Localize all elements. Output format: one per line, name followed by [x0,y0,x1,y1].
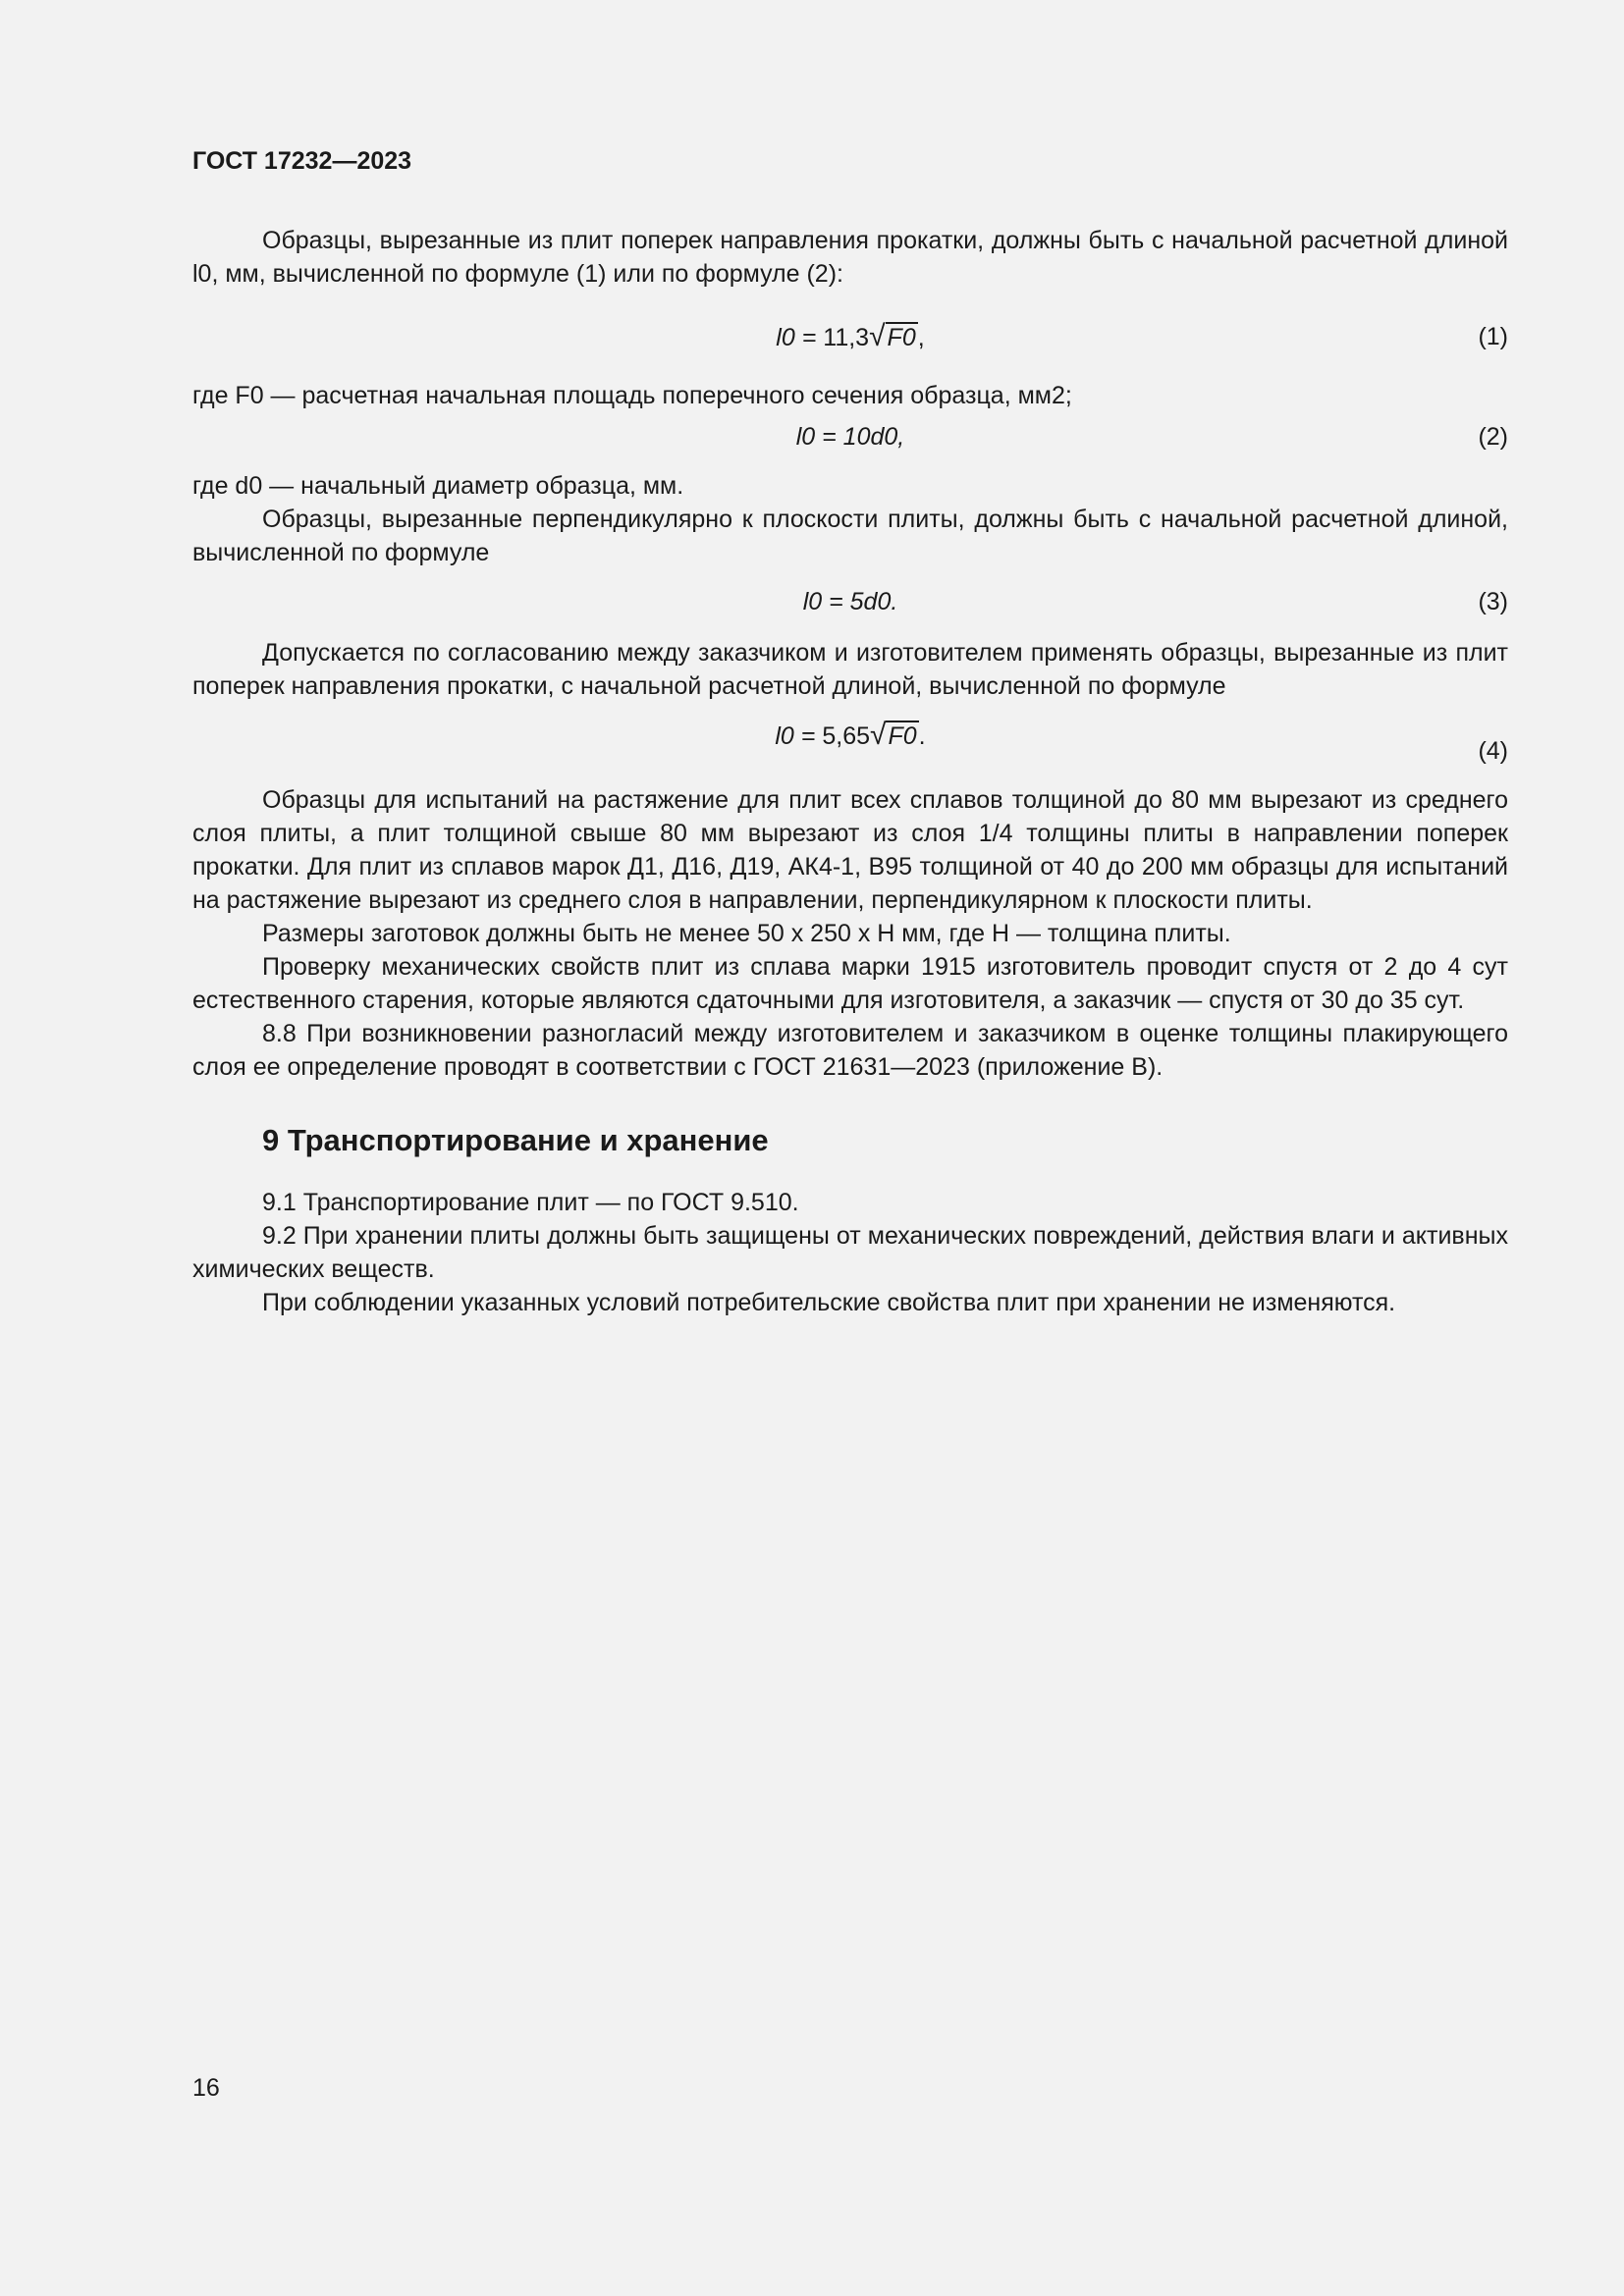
formula-1-number: (1) [1478,323,1508,350]
document-body [192,224,1508,1319]
formula-2-text: l0 = 10d0, [795,423,905,451]
legend-f0: где F0 — расчетная начальная площадь поперечного сечения образца, мм2; [192,382,1072,409]
document-header: ГОСТ 17232—2023 [192,147,412,175]
formula-3-text: l0 = 5d0. [802,588,898,615]
formula-1-radicand: F0 [887,324,916,351]
formula-1-tail: , [917,324,925,351]
formula-4-tail: . [918,722,926,750]
paragraph-9-1: 9.1 Транспортирование плит — по ГОСТ 9.510. [262,1189,799,1216]
formula-3 [192,579,1508,624]
paragraph-specimens-perpendicular: Образцы, вырезанные перпендикулярно к плоскости плиты, должны быть с начальной расчетной длиной, вычисленной по формуле [192,506,1508,566]
formula-4-radicand: F0 [888,722,917,750]
paragraph-storage-properties: При соблюдении указанных условий потребительские свойства плит при хранении не изменяются. [262,1289,1396,1316]
formula-2 [192,414,1508,459]
formula-4-lhs: l0 = [775,722,816,750]
paragraph-mechanical-check: Проверку механических свойств плит из сплава марки 1915 изготовитель проводит спустя от 2 до 4 сут естественного старения, которые являются сдаточными для изготовителя, а заказчик — спустя от 30 до 35 сут. [192,953,1508,1014]
formula-4 [192,713,1508,772]
paragraph-9-2: 9.2 При хранении плиты должны быть защищены от механических повреждений, действия влаги и активных химических веществ. [192,1222,1508,1283]
sqrt-icon: √ [869,320,886,352]
paragraph-8-8: 8.8 При возникновении разногласий между изготовителем и заказчиком в оценке толщины плакирующего слоя ее определение проводят в соответствии с ГОСТ 21631—2023 (приложение В). [192,1020,1508,1081]
formula-1 [192,314,1508,367]
paragraph-agreement: Допускается по согласованию между заказчиком и изготовителем применять образцы, вырезанные из плит поперек направления прокатки, с начальной расчетной длиной, вычисленной по формуле [192,639,1508,700]
formula-4-coef: 5,65 [822,722,871,750]
formula-1-lhs: l0 = [776,324,817,351]
paragraph-tensile-specimens: Образцы для испытаний на растяжение для плит всех сплавов толщиной до 80 мм вырезают из среднего слоя плиты, а плит толщиной свыше 80 мм вырезают из слоя 1/4 толщины плиты в направлении поперек прокатки. Для плит из сплавов марок Д1, Д16, Д19, АК4-1, В95 толщиной от 40 до 200 мм образцы для испытаний на растяжение вырезают из среднего слоя в направлении, перпендикулярном к плоскости плиты. [192,786,1508,914]
formula-3-number: (3) [1478,588,1508,615]
formula-4-number: (4) [1478,737,1508,765]
section-9-title: 9 Транспортирование и хранение [262,1123,769,1157]
legend-d0: где d0 — начальный диаметр образца, мм. [192,472,684,500]
paragraph-blank-sizes: Размеры заготовок должны быть не менее 50 х 250 х H мм, где H — толщина плиты. [262,920,1231,947]
paragraph-specimens-transverse: Образцы, вырезанные из плит поперек направления прокатки, должны быть с начальной расчетной длиной l0, мм, вычисленной по формуле (1) или по формуле (2): [192,227,1508,288]
formula-2-number: (2) [1478,423,1508,451]
formula-1-coef: 11,3 [823,324,870,351]
sqrt-icon: √ [870,719,887,751]
page-number: 16 [192,2074,220,2102]
